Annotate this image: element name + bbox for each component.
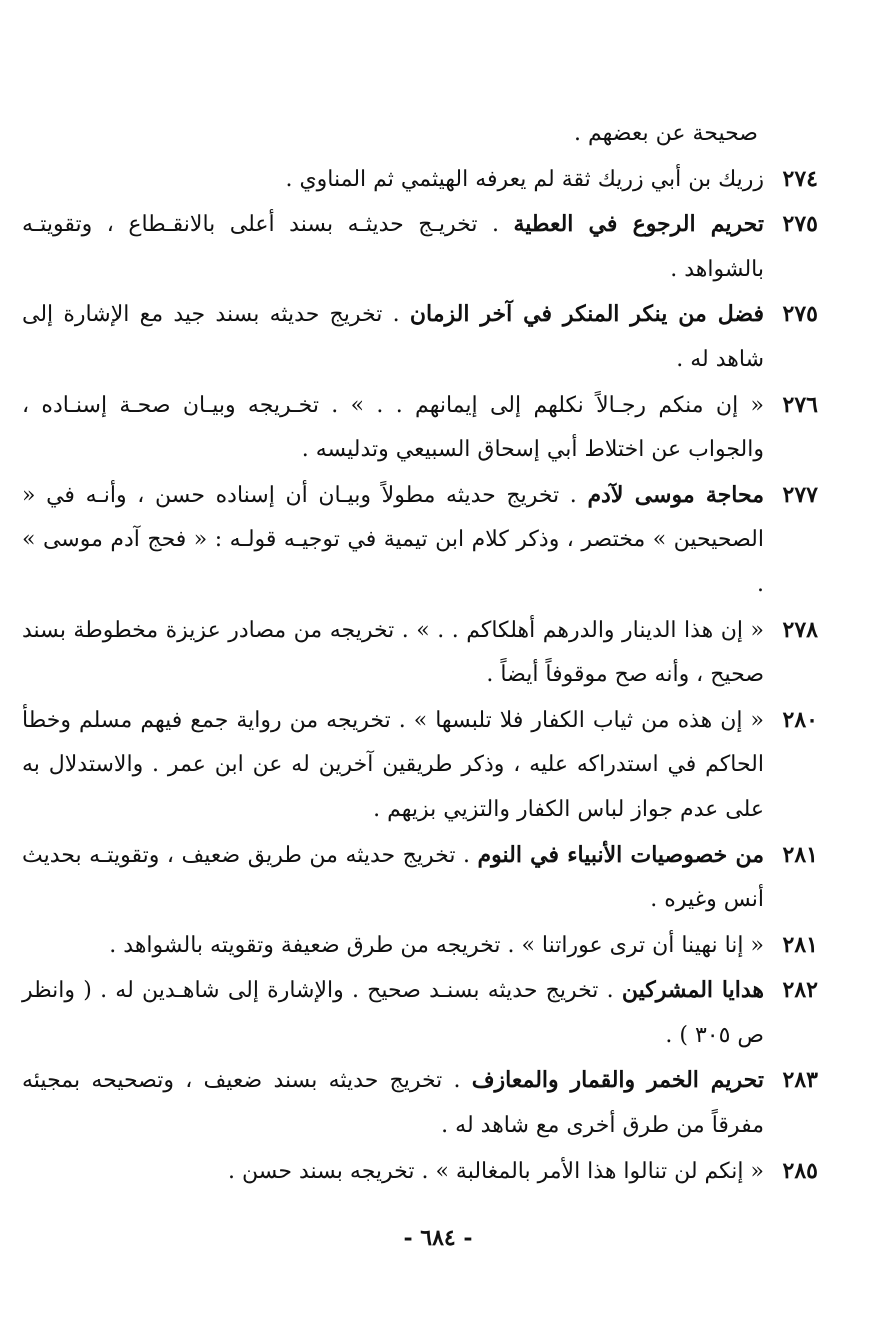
entry-page-number: ٢٧٦ (782, 391, 818, 418)
entry-page-number: ٢٨٠ (782, 706, 818, 733)
entry-description: « إن منكم رجـالاً نكلهم إلى إيمانهم . . » . تخـريجه وبيـان صحـة إسنـاده ، والجواب عن اختلاط أبي إسحاق السبيعي وتدليسه . (22, 392, 764, 463)
entry-text (22, 698, 764, 833)
entry-text (22, 923, 764, 969)
entries-container (22, 157, 818, 1195)
entry-text (22, 833, 764, 923)
index-entry (22, 292, 818, 382)
entry-text (22, 1058, 764, 1148)
entry-page-number: ٢٧٥ (782, 301, 818, 328)
entry-title: محاجة موسى لآدم (587, 481, 764, 508)
entry-description: . تخريج حديثه من طريق ضعيف ، وتقويتـه بحديث أنس وغيره . (22, 842, 764, 913)
index-entry (22, 1058, 818, 1148)
entry-title: تحريم الخمر والقمار والمعازف (471, 1067, 764, 1094)
entry-description: . تخريج حديثه بسنـد صحيح . والإشارة إلى شاهـدين له . ( وانظر ص ٣٠٥ ) . (22, 978, 764, 1048)
entry-page-number: ٢٧٧ (782, 481, 818, 508)
entry-page-number: ٢٧٤ (782, 165, 818, 192)
index-entry (22, 202, 818, 292)
entry-page-number: ٢٨٣ (782, 1067, 818, 1094)
entry-page-number: ٢٨١ (782, 931, 818, 958)
entry-description: . تخريـج حديثـه بسند أعلى بالانقـطاع ، وتقويتـه بالشواهد . (22, 212, 764, 282)
entry-text (22, 1149, 764, 1195)
entry-title: هدايا المشركين (621, 977, 765, 1004)
lead-line (22, 112, 758, 157)
index-entry (22, 833, 818, 923)
index-entry (22, 1149, 818, 1195)
entry-text (22, 292, 764, 382)
entry-title: فضل من ينكر المنكر في آخر الزمان (409, 301, 764, 328)
entry-description: . تخريج حديثه بسند ضعيف ، وتصحيحه بمجيئه مفرقاً من طرق أخرى مع شاهد له . (22, 1068, 764, 1139)
page-number: - ٦٨٤ - (403, 1225, 473, 1251)
entry-text (22, 202, 764, 292)
index-entry (22, 698, 818, 833)
entry-text (22, 383, 764, 473)
index-entry (22, 157, 818, 203)
entry-description: زريك بن أبي زريك ثقة لم يعرفه الهيثمي ثم المناوي . (285, 166, 764, 192)
entry-description: « إنكم لن تنالوا هذا الأمر بالمغالبة » . تخريجه بسند حسن . (228, 1158, 764, 1184)
entry-description: « إن هذا الدينار والدرهم أهلكاكم . . » . تخريجه من مصادر عزيزة مخطوطة بسند صحيح ، وأنه صح موقوفاً أيضاً . (22, 617, 764, 688)
entry-text (22, 968, 764, 1058)
entry-text (22, 608, 764, 698)
index-entry (22, 608, 818, 698)
entry-page-number: ٢٨١ (782, 841, 818, 868)
entry-page-number: ٢٨٢ (782, 977, 818, 1004)
entry-title: تحريم الرجوع في العطية (513, 211, 765, 238)
entry-description: . تخريج حديثه بسند جيد مع الإشارة إلى شاهد له . (22, 302, 764, 372)
index-entry (22, 383, 818, 473)
index-entry (22, 968, 818, 1058)
entry-page-number: ٢٧٥ (782, 211, 818, 238)
entry-description: « إنا نهينا أن ترى عوراتنا » . تخريجه من طرق ضعيفة وتقويته بالشواهد . (109, 932, 764, 958)
index-entry (22, 923, 818, 969)
entry-page-number: ٢٧٨ (782, 616, 818, 643)
entry-text (22, 157, 764, 203)
entry-description: « إن هذه من ثياب الكفار فلا تلبسها » . تخريجه من رواية جمع فيهم مسلم وخطأ الحاكم في استدراكه عليه ، وذكر طريقين آخرين له عن ابن عمر . والاستدلال به على عدم جواز لباس الكفار والتزيي بزيهم . (22, 707, 764, 822)
index-list (22, 112, 818, 1194)
index-entry (22, 473, 818, 608)
entry-page-number: ٢٨٥ (782, 1157, 818, 1184)
lead-text: صحيحة عن بعضهم . (574, 121, 758, 146)
entry-title: من خصوصيات الأنبياء في النوم (477, 841, 764, 868)
entry-description: . تخريج حديثه مطولاً وبيـان أن إسناده حسن ، وأنـه في « الصحيحين » مختصر ، وذكر كلام ابن تيمية في توجيـه قولـه : « فحج آدم موسى » . (22, 482, 764, 597)
entry-text (22, 473, 764, 608)
